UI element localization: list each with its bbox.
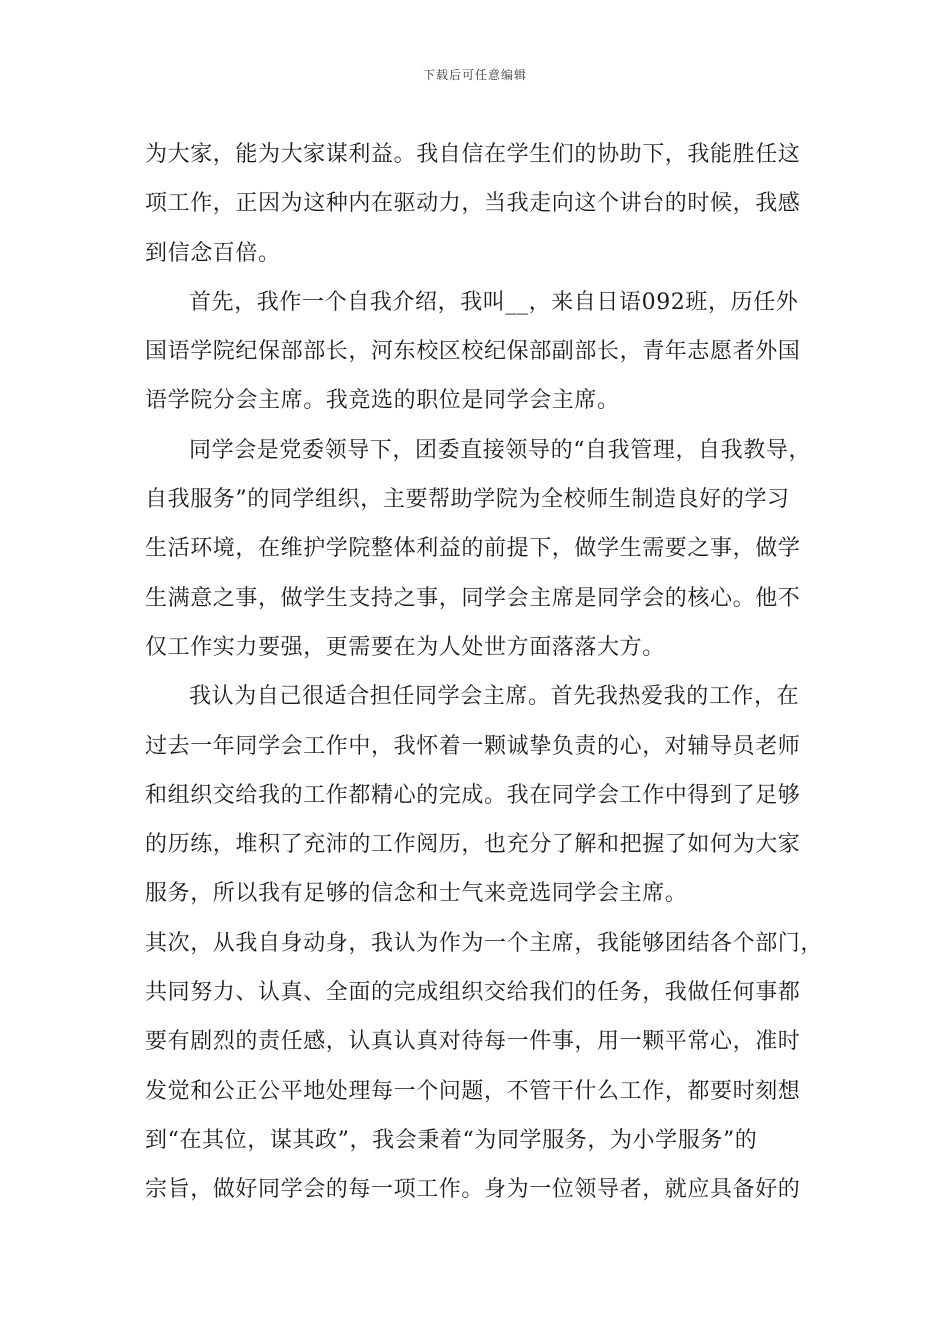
text-line: 共同努力、认真、全面的完成组织交给我们的任务，我做任何事都	[145, 980, 801, 1006]
text-line: 生满意之事，做学生支持之事，同学会主席是同学会的核心。他不	[145, 585, 801, 611]
text-line: 为大家，能为大家谋利益。我自信在学生们的协助下，我能胜任这	[145, 142, 801, 167]
text-line: 自我服务”的同学组织，主要帮助学院为全校师生制造良好的学习	[145, 487, 790, 513]
text-line: 仅工作实力要强，更需要在为人处世方面落落大方。	[145, 634, 665, 660]
text-line: 其次，从我自身动身，我认为作为一个主席，我能够团结各个部门，	[145, 930, 824, 956]
text-line: 首先，我作一个自我介绍，我叫__，来自日语092班，历任外	[189, 289, 799, 315]
text-line: 我认为自己很适合担任同学会主席。首先我热爱我的工作，在	[189, 684, 800, 710]
text-line: 到信念百倍。	[145, 240, 281, 266]
text-line: 要有剧烈的责任感，认真认真对待每一件事，用一颗平常心，准时	[145, 1029, 801, 1055]
text-line: 宗旨，做好同学会的每一项工作。身为一位领导者，就应具备好的	[145, 1177, 801, 1203]
page-header: 下载后可任意编辑	[422, 68, 527, 82]
text-line: 服务，所以我有足够的信念和士气来竞选同学会主席。	[145, 881, 688, 907]
text-line: 的历练，堆积了充沛的工作阅历，也充分了解和把握了如何为大家	[145, 832, 801, 858]
text-line: 过去一年同学会工作中，我怀着一颗诚挚负责的心，对辅导员老师	[145, 733, 801, 759]
text-line: 语学院分会主席。我竞选的职位是同学会主席。	[145, 388, 620, 414]
text-line: 到“在其位，谋其政”，我会秉着“为同学服务，为小学服务”的	[145, 1127, 758, 1153]
text-line: 和组织交给我的工作都精心的完成。我在同学会工作中得到了足够	[145, 782, 801, 808]
text-line: 发觉和公正公平地处理每一个问题，不管干什么工作，都要时刻想	[145, 1078, 801, 1104]
text-line: 生活环境，在维护学院整体利益的前提下，做学生需要之事，做学	[145, 536, 801, 562]
text-line: 同学会是党委领导下，团委直接领导的“自我管理，自我教导，	[189, 437, 812, 463]
document-body	[145, 130, 824, 1215]
text-line: 国语学院纪保部部长，河东校区校纪保部副部长，青年志愿者外国	[145, 339, 801, 365]
text-line: 项工作，正因为这种内在驱动力，当我走向这个讲台的时候，我感	[145, 191, 801, 217]
